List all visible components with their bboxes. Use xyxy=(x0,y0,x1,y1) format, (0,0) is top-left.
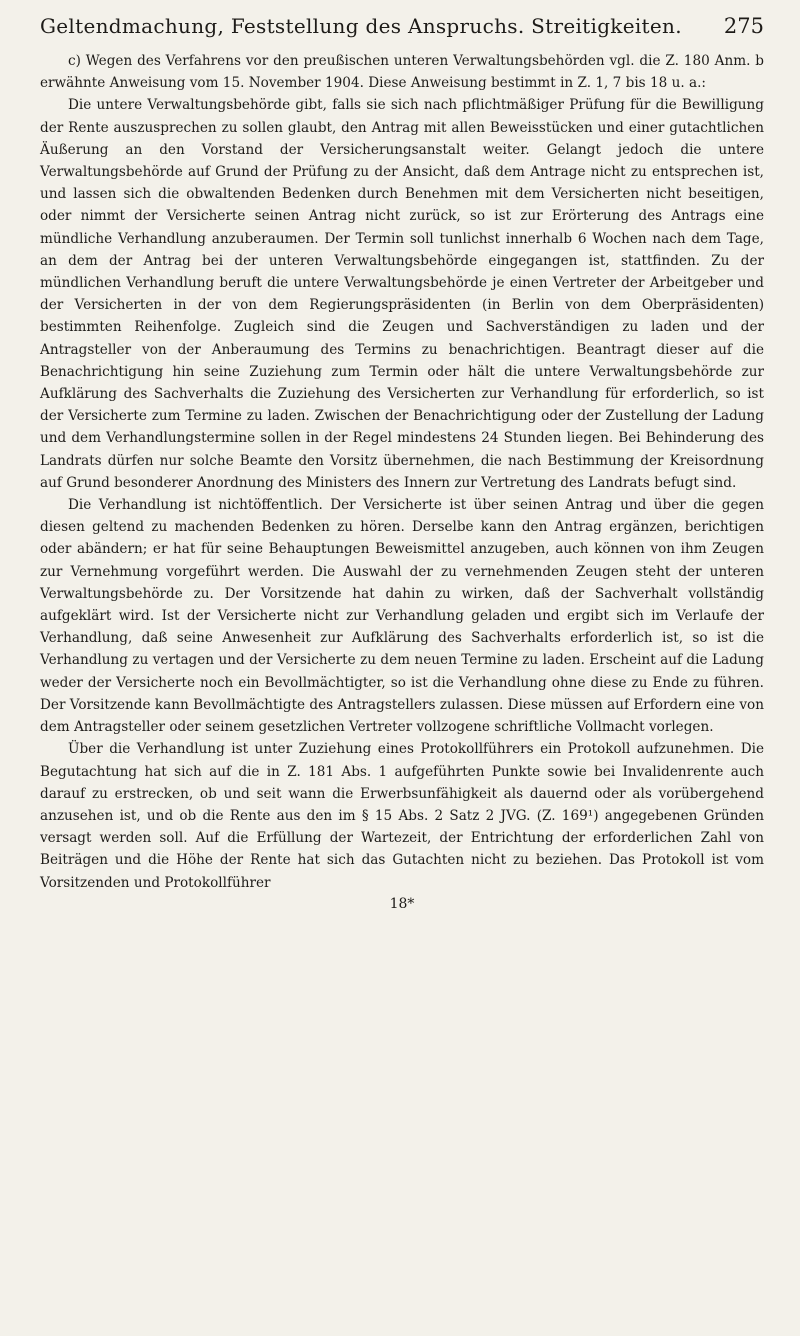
paragraph-procedure: Die untere Verwaltungsbehörde gibt, falls sie sich nach pflichtmäßiger Prüfung für die Bewilligung der Rente auszusprechen zu sollen glaubt, den Antrag mit allen Beweisstücken und einer gutachtlichen Äußerung an den Vorstand der Versicherungsanstalt weiter. Gelangt jedoch die untere Verwaltungsbehörde auf Grund der Prüfung zu der Ansicht, daß dem Antrage nicht zu entsprechen ist, und lassen sich die obwaltenden Bedenken durch Benehmen mit dem Versicherten nicht beseitigen, oder nimmt der Versicherte seinen Antrag nicht zurück, so ist zur Erörterung des Antrags eine mündliche Verhandlung anzuberaumen. Der Termin soll tunlichst innerhalb 6 Wochen nach dem Tage, an dem der Antrag bei der unteren Verwaltungsbehörde eingegangen ist, stattfinden. Zu der mündlichen Verhandlung beruft die untere Verwaltungsbehörde je einen Vertreter der Arbeitgeber und der Versicherten in der von dem Regierungspräsidenten (in Berlin von dem Oberpräsidenten) bestimmten Reihenfolge. Zugleich sind die Zeugen und Sachverständigen zu laden und der Antragsteller von der Anberaumung des Termins zu benachrichtigen. Beantragt dieser auf die Benachrichtigung hin seine Zuziehung zum Termin oder hält die untere Verwaltungsbehörde zur Aufklärung des Sachverhalts die Zuziehung des Versicherten zur Verhandlung für erforderlich, so ist der Versicherte zum Termine zu laden. Zwischen der Benachrichtigung oder der Zustellung der Ladung und dem Verhandlungstermine sollen in der Regel mindestens 24 Stunden liegen. Bei Behinderung des Landrats dürfen nur solche Beamte den Vorsitz übernehmen, die nach Bestimmung der Kreisordnung auf Grund besonderer Anordnung des Ministers des Innern zur Vertretung des Landrats befugt sind. xyxy=(40,97,764,491)
page-number: 275 xyxy=(723,14,764,38)
body-text xyxy=(40,50,764,894)
paragraph-intro: c) Wegen des Verfahrens vor den preußischen unteren Verwaltungsbehörden vgl. die Z. 180 Anm. b erwähnte Anweisung vom 15. November 1904. Diese Anweisung bestimmt in Z. 1, 7 bis 18 u. a.: xyxy=(40,53,764,92)
signature-mark: 18* xyxy=(389,895,415,912)
paragraph-hearing: Die Verhandlung ist nichtöffentlich. Der Versicherte ist über seinen Antrag und über die gegen diesen geltend zu machenden Bedenken zu hören. Derselbe kann den Antrag ergänzen, berichtigen oder abändern; er hat für seine Behauptungen Beweismittel anzugeben, auch können von ihm Zeugen zur Vernehmung vorgeführt werden. Die Auswahl der zu vernehmenden Zeugen steht der unteren Verwaltungsbehörde zu. Der Vorsitzende hat dahin zu wirken, daß der Sachverhalt vollständig aufgeklärt wird. Ist der Versicherte nicht zur Verhandlung geladen und ergibt sich im Verlaufe der Verhandlung, daß seine Anwesenheit zur Aufklärung des Sachverhalts erforderlich ist, so ist die Verhandlung zu vertagen und der Versicherte zu dem neuen Termine zu laden. Erscheint auf die Ladung weder der Versicherte noch ein Bevollmächtigter, so ist die Verhandlung ohne diese zu Ende zu führen. Der Vorsitzende kann Bevollmächtigte des Antragstellers zulassen. Diese müssen auf Erfordern eine von dem Antragsteller oder seinem gesetzlichen Vertreter vollzogene schriftliche Vollmacht vorlegen. xyxy=(40,497,764,736)
running-head xyxy=(40,14,764,38)
running-head-title: Geltendmachung, Feststellung des Anspruchs. Streitigkeiten. xyxy=(40,14,682,38)
paragraph-protocol: Über die Verhandlung ist unter Zuziehung eines Protokollführers ein Protokoll aufzunehmen. Die Begutachtung hat sich auf die in Z. 181 Abs. 1 aufgeführten Punkte sowie bei Invalidenrente auch darauf zu erstrecken, ob und seit wann die Erwerbsunfähigkeit als dauernd oder als vorübergehend anzusehen ist, und ob die Rente aus den im § 15 Abs. 2 Satz 2 JVG. (Z. 169¹) angegebenen Gründen versagt werden soll. Auf die Erfüllung der Wartezeit, der Entrichtung der erforderlichen Zahl von Beiträgen und die Höhe der Rente hat sich das Gutachten nicht zu beziehen. Das Protokoll ist vom Vorsitzenden und Protokollführer xyxy=(40,741,764,891)
